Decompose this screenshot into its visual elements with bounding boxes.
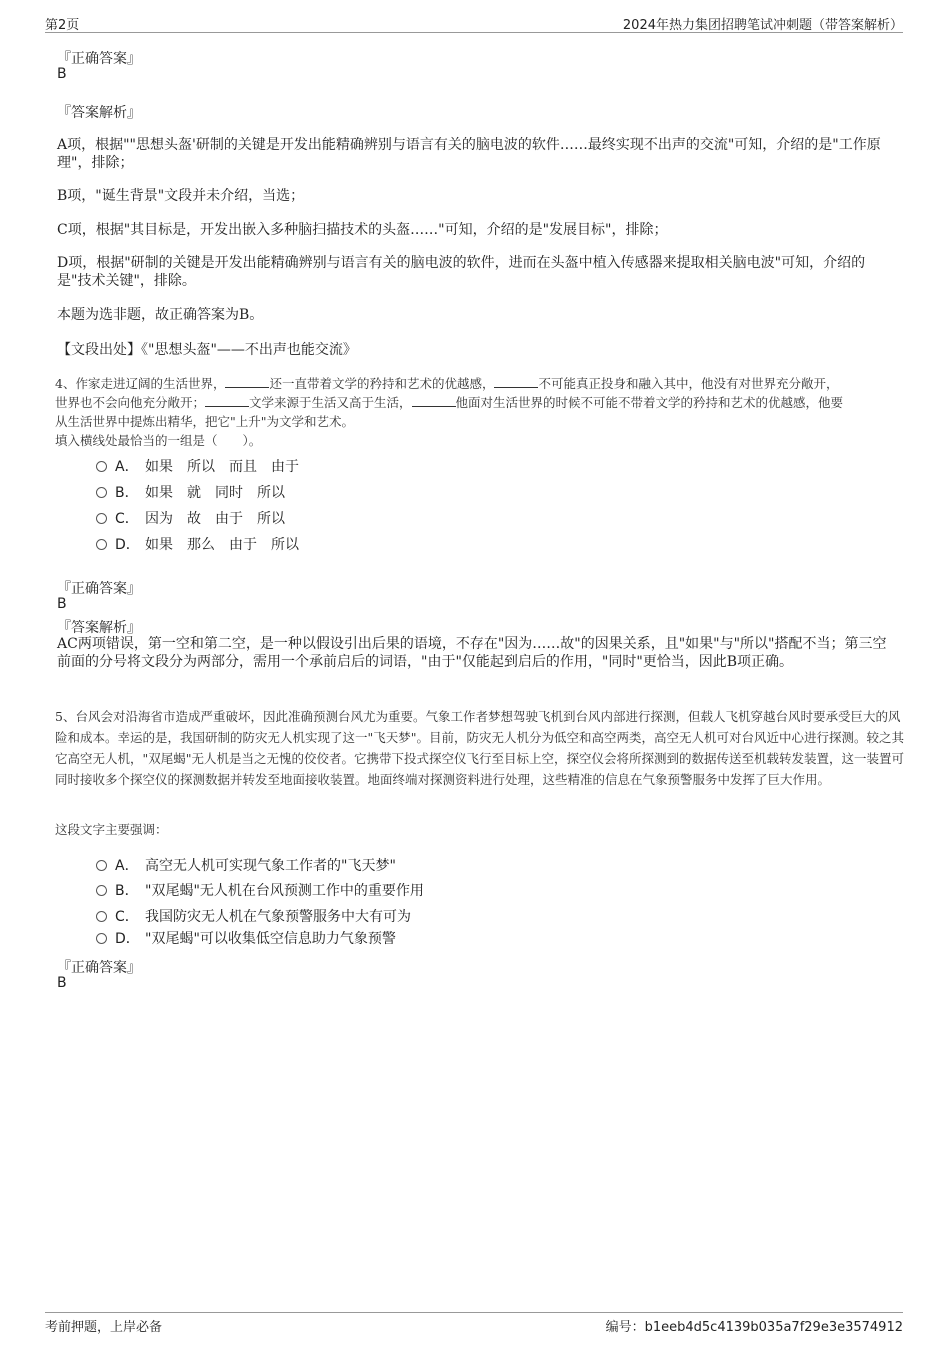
q4-text-part7: 从生活世界中提炼出精华，把它"上升"为文学和艺术。 [55, 414, 355, 429]
q4-analysis-label: 『答案解析』 [57, 620, 141, 636]
q4-text-part5: 文学来源于生活又高于生活， [249, 395, 412, 410]
q3-analysis-c: C项，根据"其目标是，开发出嵌入多种脑扫描技术的头盔……"可知，介绍的是"发展目标"，排除； [57, 222, 668, 238]
radio-icon[interactable] [96, 933, 107, 944]
q4-option-a[interactable] [96, 458, 299, 476]
page-header [45, 12, 903, 33]
q4-analysis: AC两项错误，第一空和第二空，是一种以假设引出后果的语境，不存在"因为……故"的因果关系，且"如果"与"所以"搭配不当；第三空前面的分号将文段分为两部分，需用一个承前启后的词语，"由于"仅能起到启后的作用，"同时"更恰当，因此B项正确。 [57, 636, 887, 670]
q5-option-d[interactable] [96, 930, 396, 948]
q4-option-c[interactable] [96, 510, 285, 528]
option-letter: D． [115, 931, 140, 947]
q4-option-d[interactable] [96, 536, 299, 554]
q4-text-part1: 4、作家走进辽阔的生活世界， [55, 376, 226, 391]
q4-text-part3: 不可能真正投身和融入其中，他没有对世界充分敞开， [538, 376, 839, 391]
q3-analysis-b: B项，"诞生背景"文段并未介绍，当选； [57, 188, 305, 204]
option-text: 如果 就 同时 所以 [145, 485, 285, 501]
option-letter: C． [115, 511, 139, 527]
q5-question-text: 5、台风会对沿海省市造成严重破坏，因此准确预测台风尤为重要。气象工作者梦想驾驶飞机到台风内部进行探测，但载人飞机穿越台风时要承受巨大的风险和成本。幸运的是，我国研制的防灾无人机实现了这一"飞天梦"。目前，防灾无人机分为低空和高空两类，高空无人机可对台风近中心进行探测。较之其它高空无人机，"双尾蝎"无人机是当之无愧的佼佼者。它携带下投式探空仪飞行至目标上空，探空仪会将所探测到的数据传送至机载转发装置，这一装置可同时接收多个探空仪的探测数据并转发至地面接收装置。地面终端对探测资料进行处理，这些精准的信息在气象预警服务中发挥了巨大作用。 [55, 709, 905, 787]
document-code-label: 编号： [605, 1320, 645, 1335]
q5-option-b[interactable] [96, 882, 424, 900]
q4-blank-4 [412, 394, 456, 407]
q4-text-part6: 他面对生活世界的时候不可能不带着文学的矜持和艺术的优越感，他要 [455, 395, 844, 410]
q3-analysis-a: A项，根据""思想头盔'研制的关键是开发出能精确辨别与语言有关的脑电波的软件……最终实现不出声的交流"可知，介绍的是"工作原理"，排除； [57, 137, 881, 171]
document-title: 2024年热力集团招聘笔试冲刺题（带答案解析） [622, 18, 903, 33]
q5-option-c[interactable] [96, 908, 411, 926]
q4-correct-answer-label: 『正确答案』 [57, 581, 141, 597]
q5-correct-answer-value: B [57, 975, 67, 991]
radio-icon[interactable] [96, 911, 107, 922]
radio-icon[interactable] [96, 860, 107, 871]
option-text: 如果 所以 而且 由于 [145, 459, 299, 475]
q3-analysis-label: 『答案解析』 [57, 105, 141, 121]
q3-source: 【文段出处】《"思想头盔"——不出声也能交流》 [57, 342, 357, 358]
page-footer [45, 1312, 903, 1335]
q5-prompt: 这段文字主要强调： [55, 822, 168, 837]
document-code [606, 1316, 903, 1335]
q3-correct-answer-label: 『正确答案』 [57, 51, 141, 67]
radio-icon[interactable] [96, 461, 107, 472]
option-letter: B． [115, 883, 139, 899]
footer-slogan: 考前押题，上岸必备 [45, 1320, 163, 1335]
option-text: 我国防灾无人机在气象预警服务中大有可为 [145, 909, 411, 925]
q3-conclusion: 本题为选非题，故正确答案为B。 [57, 307, 264, 323]
q4-blank-3 [205, 394, 249, 407]
q3-correct-answer-value: B [57, 66, 67, 82]
q3-analysis-d: D项，根据"研制的关键是开发出能精确辨别与语言有关的脑电波的软件，进而在头盔中植入传感器来提取相关脑电波"可知，介绍的是"技术关键"，排除。 [57, 255, 866, 289]
option-letter: D． [115, 537, 140, 553]
document-code-value: b1eeb4d5c4139b035a7f29e3e3574912 [644, 1320, 903, 1335]
q4-option-b[interactable] [96, 484, 285, 502]
option-letter: A． [115, 858, 139, 874]
radio-icon[interactable] [96, 487, 107, 498]
q4-prompt: 填入横线处最恰当的一组是（ ）。 [55, 433, 262, 448]
option-letter: A． [115, 459, 139, 475]
option-text: 因为 故 由于 所以 [145, 511, 285, 527]
q4-blank-2 [494, 375, 538, 388]
q5-option-a[interactable] [96, 857, 396, 875]
option-letter: B． [115, 485, 139, 501]
q4-correct-answer-value: B [57, 596, 67, 612]
option-text: 高空无人机可实现气象工作者的"飞天梦" [145, 858, 396, 874]
page-number: 第2页 [45, 18, 80, 33]
q5-correct-answer-label: 『正确答案』 [57, 960, 141, 976]
option-letter: C． [115, 909, 139, 925]
q4-text-part4: 世界也不会向他充分敞开； [55, 395, 206, 410]
option-text: "双尾蝎"可以收集低空信息助力气象预警 [145, 931, 396, 947]
option-text: "双尾蝎"无人机在台风预测工作中的重要作用 [145, 883, 424, 899]
q4-question-text [55, 374, 905, 450]
q4-blank-1 [225, 375, 269, 388]
radio-icon[interactable] [96, 885, 107, 896]
option-text: 如果 那么 由于 所以 [145, 537, 299, 553]
radio-icon[interactable] [96, 513, 107, 524]
radio-icon[interactable] [96, 539, 107, 550]
q4-text-part2: 还一直带着文学的矜持和艺术的优越感， [269, 376, 495, 391]
